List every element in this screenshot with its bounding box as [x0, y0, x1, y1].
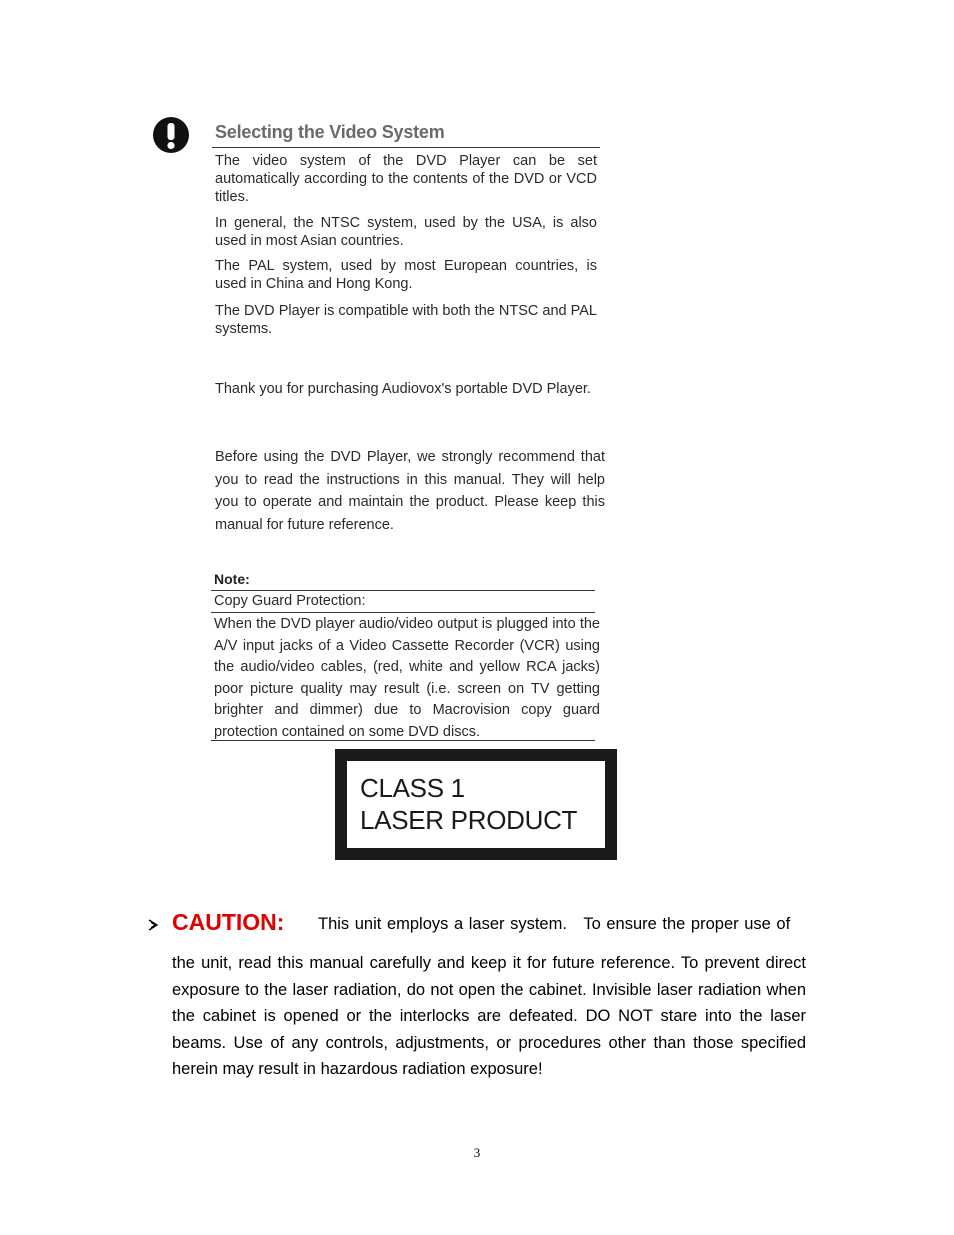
note-label: Note:	[214, 571, 250, 587]
note-subtitle: Copy Guard Protection:	[214, 593, 366, 609]
note-divider-bottom	[211, 740, 595, 741]
note-divider-top	[211, 590, 595, 591]
arrow-bullet-icon	[146, 918, 160, 932]
laser-product-text: LASER PRODUCT	[360, 805, 578, 835]
laser-label-panel	[347, 761, 605, 848]
video-system-paragraph-3: The PAL system, used by most European countries, is used in China and Hong Kong.	[215, 258, 597, 292]
before-use-paragraph: Before using the DVD Player, we strongly recommend that you to read the instructions in this manual. They will help you to operate and maintain the product. Please keep this manual for future reference.	[215, 449, 605, 533]
note-body: When the DVD player audio/video output is plugged into the A/V input jacks of a Video Cassette Recorder (VCR) using the audio/video cables, (red, white and yellow RCA jacks) poor picture quality may result (i.e. screen on TV getting brighter and dimmer) due to Macrovision copy guard protection contained on some DVD discs.	[214, 616, 600, 740]
note-divider-middle	[211, 612, 595, 613]
video-system-paragraph-2: In general, the NTSC system, used by the USA, is also used in most Asian countries.	[215, 215, 597, 249]
video-system-paragraph-4: The DVD Player is compatible with both the NTSC and PAL systems.	[215, 303, 597, 337]
laser-class-text: CLASS 1	[360, 773, 465, 803]
caution-label: CAUTION:	[172, 909, 285, 935]
caution-first-line: This unit employs a laser system. To ensure the proper use of	[318, 915, 791, 933]
laser-product-label	[335, 749, 617, 860]
thanks-paragraph: Thank you for purchasing Audiovox's portable DVD Player.	[215, 381, 591, 397]
exclamation-icon	[152, 116, 190, 154]
caution-body: the unit, read this manual carefully and keep it for future reference. To prevent direct exposure to the laser radiation, do not open the cabinet. Invisible laser radiation when the cabinet is opened or the interlocks are defeated. DO NOT stare into the laser beams. Use of any controls, adjustments, or procedures other than those specified herein may result in hazardous radiation exposure!	[172, 954, 806, 1078]
section-title: Selecting the Video System	[215, 122, 445, 142]
page-number: 3	[473, 1145, 481, 1160]
title-divider	[212, 147, 600, 148]
video-system-paragraph-1: The video system of the DVD Player can be set automatically according to the contents of the DVD or VCD titles.	[215, 153, 597, 205]
